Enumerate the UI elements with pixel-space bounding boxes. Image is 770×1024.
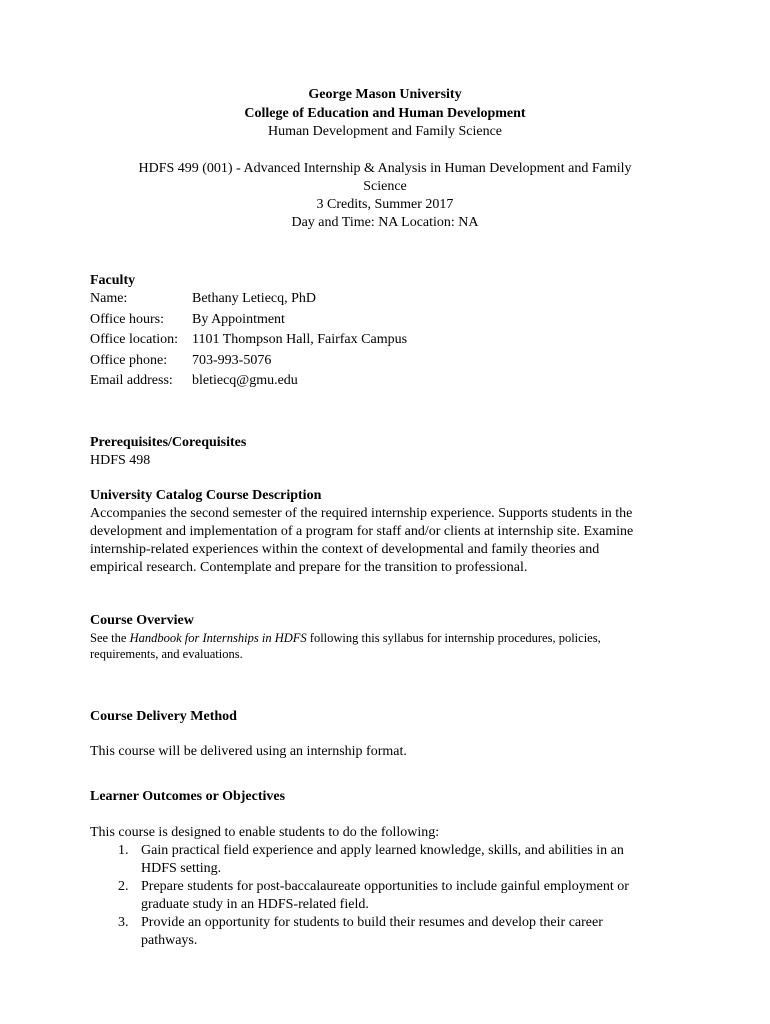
course-title-line-2: Science	[363, 179, 407, 194]
department-name: Human Development and Family Science	[267, 124, 503, 139]
catalog-line: development and implementation of a program for staff and/or clients at internship site. Examine	[90, 524, 634, 539]
course-credits: 3 Credits, Summer 2017	[316, 197, 454, 212]
delivery-section	[90, 708, 680, 761]
faculty-label: Email address:	[90, 373, 173, 388]
faculty-row	[90, 372, 407, 393]
catalog-heading: University Catalog Course Description	[90, 488, 322, 503]
outcomes-section	[90, 788, 680, 950]
list-item-line: HDFS setting.	[141, 861, 222, 876]
list-number: 1.	[118, 843, 129, 858]
list-item	[90, 878, 680, 914]
college-name: College of Education and Human Development	[244, 105, 526, 121]
overview-section	[90, 612, 680, 662]
outcomes-heading: Learner Outcomes or Objectives	[90, 789, 286, 804]
faculty-row	[90, 352, 407, 373]
catalog-section	[90, 487, 680, 577]
course-title-line-1: HDFS 499 (001) - Advanced Internship & Analysis in Human Development and Family	[138, 161, 632, 176]
overview-line-2: requirements, and evaluations.	[90, 647, 243, 661]
catalog-line: Accompanies the second semester of the required internship experience. Supports students in the	[90, 506, 633, 521]
list-number: 3.	[118, 915, 129, 930]
faculty-label: Office location:	[90, 332, 178, 347]
list-item-line: Gain practical field experience and apply learned knowledge, skills, and abilities in an	[141, 843, 624, 858]
faculty-value: By Appointment	[192, 311, 285, 327]
overview-prefix: See the	[90, 631, 130, 645]
list-item-line: Prepare students for post-baccalaureate opportunities to include gainful employment or	[141, 879, 629, 894]
outcomes-intro: This course is designed to enable students to do the following:	[90, 825, 440, 840]
catalog-line: internship-related experiences within the context of developmental and family theories and	[90, 542, 600, 557]
list-item-line: graduate study in an HDFS-related field.	[141, 897, 369, 912]
course-info	[0, 160, 770, 232]
delivery-text: This course will be delivered using an internship format.	[90, 744, 407, 759]
overview-line-1	[90, 630, 680, 646]
faculty-value: bletiecq@gmu.edu	[192, 373, 298, 388]
faculty-heading: Faculty	[90, 273, 136, 288]
faculty-row	[90, 290, 407, 311]
prerequisites-text: HDFS 498	[90, 453, 151, 468]
faculty-value: Bethany Letiecq, PhD	[192, 291, 317, 306]
delivery-heading: Course Delivery Method	[90, 709, 237, 724]
faculty-row	[90, 331, 407, 352]
faculty-table	[90, 290, 407, 393]
faculty-label: Office hours:	[90, 311, 164, 327]
list-item-line: pathways.	[141, 933, 198, 948]
faculty-section	[90, 272, 680, 393]
list-item	[90, 914, 680, 950]
faculty-label: Office phone:	[90, 352, 168, 368]
faculty-row	[90, 311, 407, 332]
overview-heading: Course Overview	[90, 613, 194, 628]
list-item-line: Provide an opportunity for students to build their resumes and develop their career	[141, 915, 603, 930]
overview-suffix: following this syllabus for internship procedures, policies,	[306, 631, 601, 645]
catalog-line: empirical research. Contemplate and prepare for the transition to professional.	[90, 560, 528, 575]
faculty-value: 1101 Thompson Hall, Fairfax Campus	[192, 332, 408, 347]
course-day-location: Day and Time: NA Location: NA	[291, 215, 479, 230]
prerequisites-heading: Prerequisites/Corequisites	[90, 435, 247, 450]
document-header	[0, 86, 770, 142]
faculty-value: 703-993-5076	[192, 352, 272, 368]
list-item	[90, 842, 680, 878]
handbook-title: Handbook for Internships in HDFS	[129, 631, 307, 645]
faculty-label: Name:	[90, 291, 128, 306]
outcomes-list	[90, 842, 680, 950]
prerequisites-section	[90, 434, 680, 470]
university-name: George Mason University	[308, 87, 462, 102]
list-number: 2.	[118, 879, 129, 894]
